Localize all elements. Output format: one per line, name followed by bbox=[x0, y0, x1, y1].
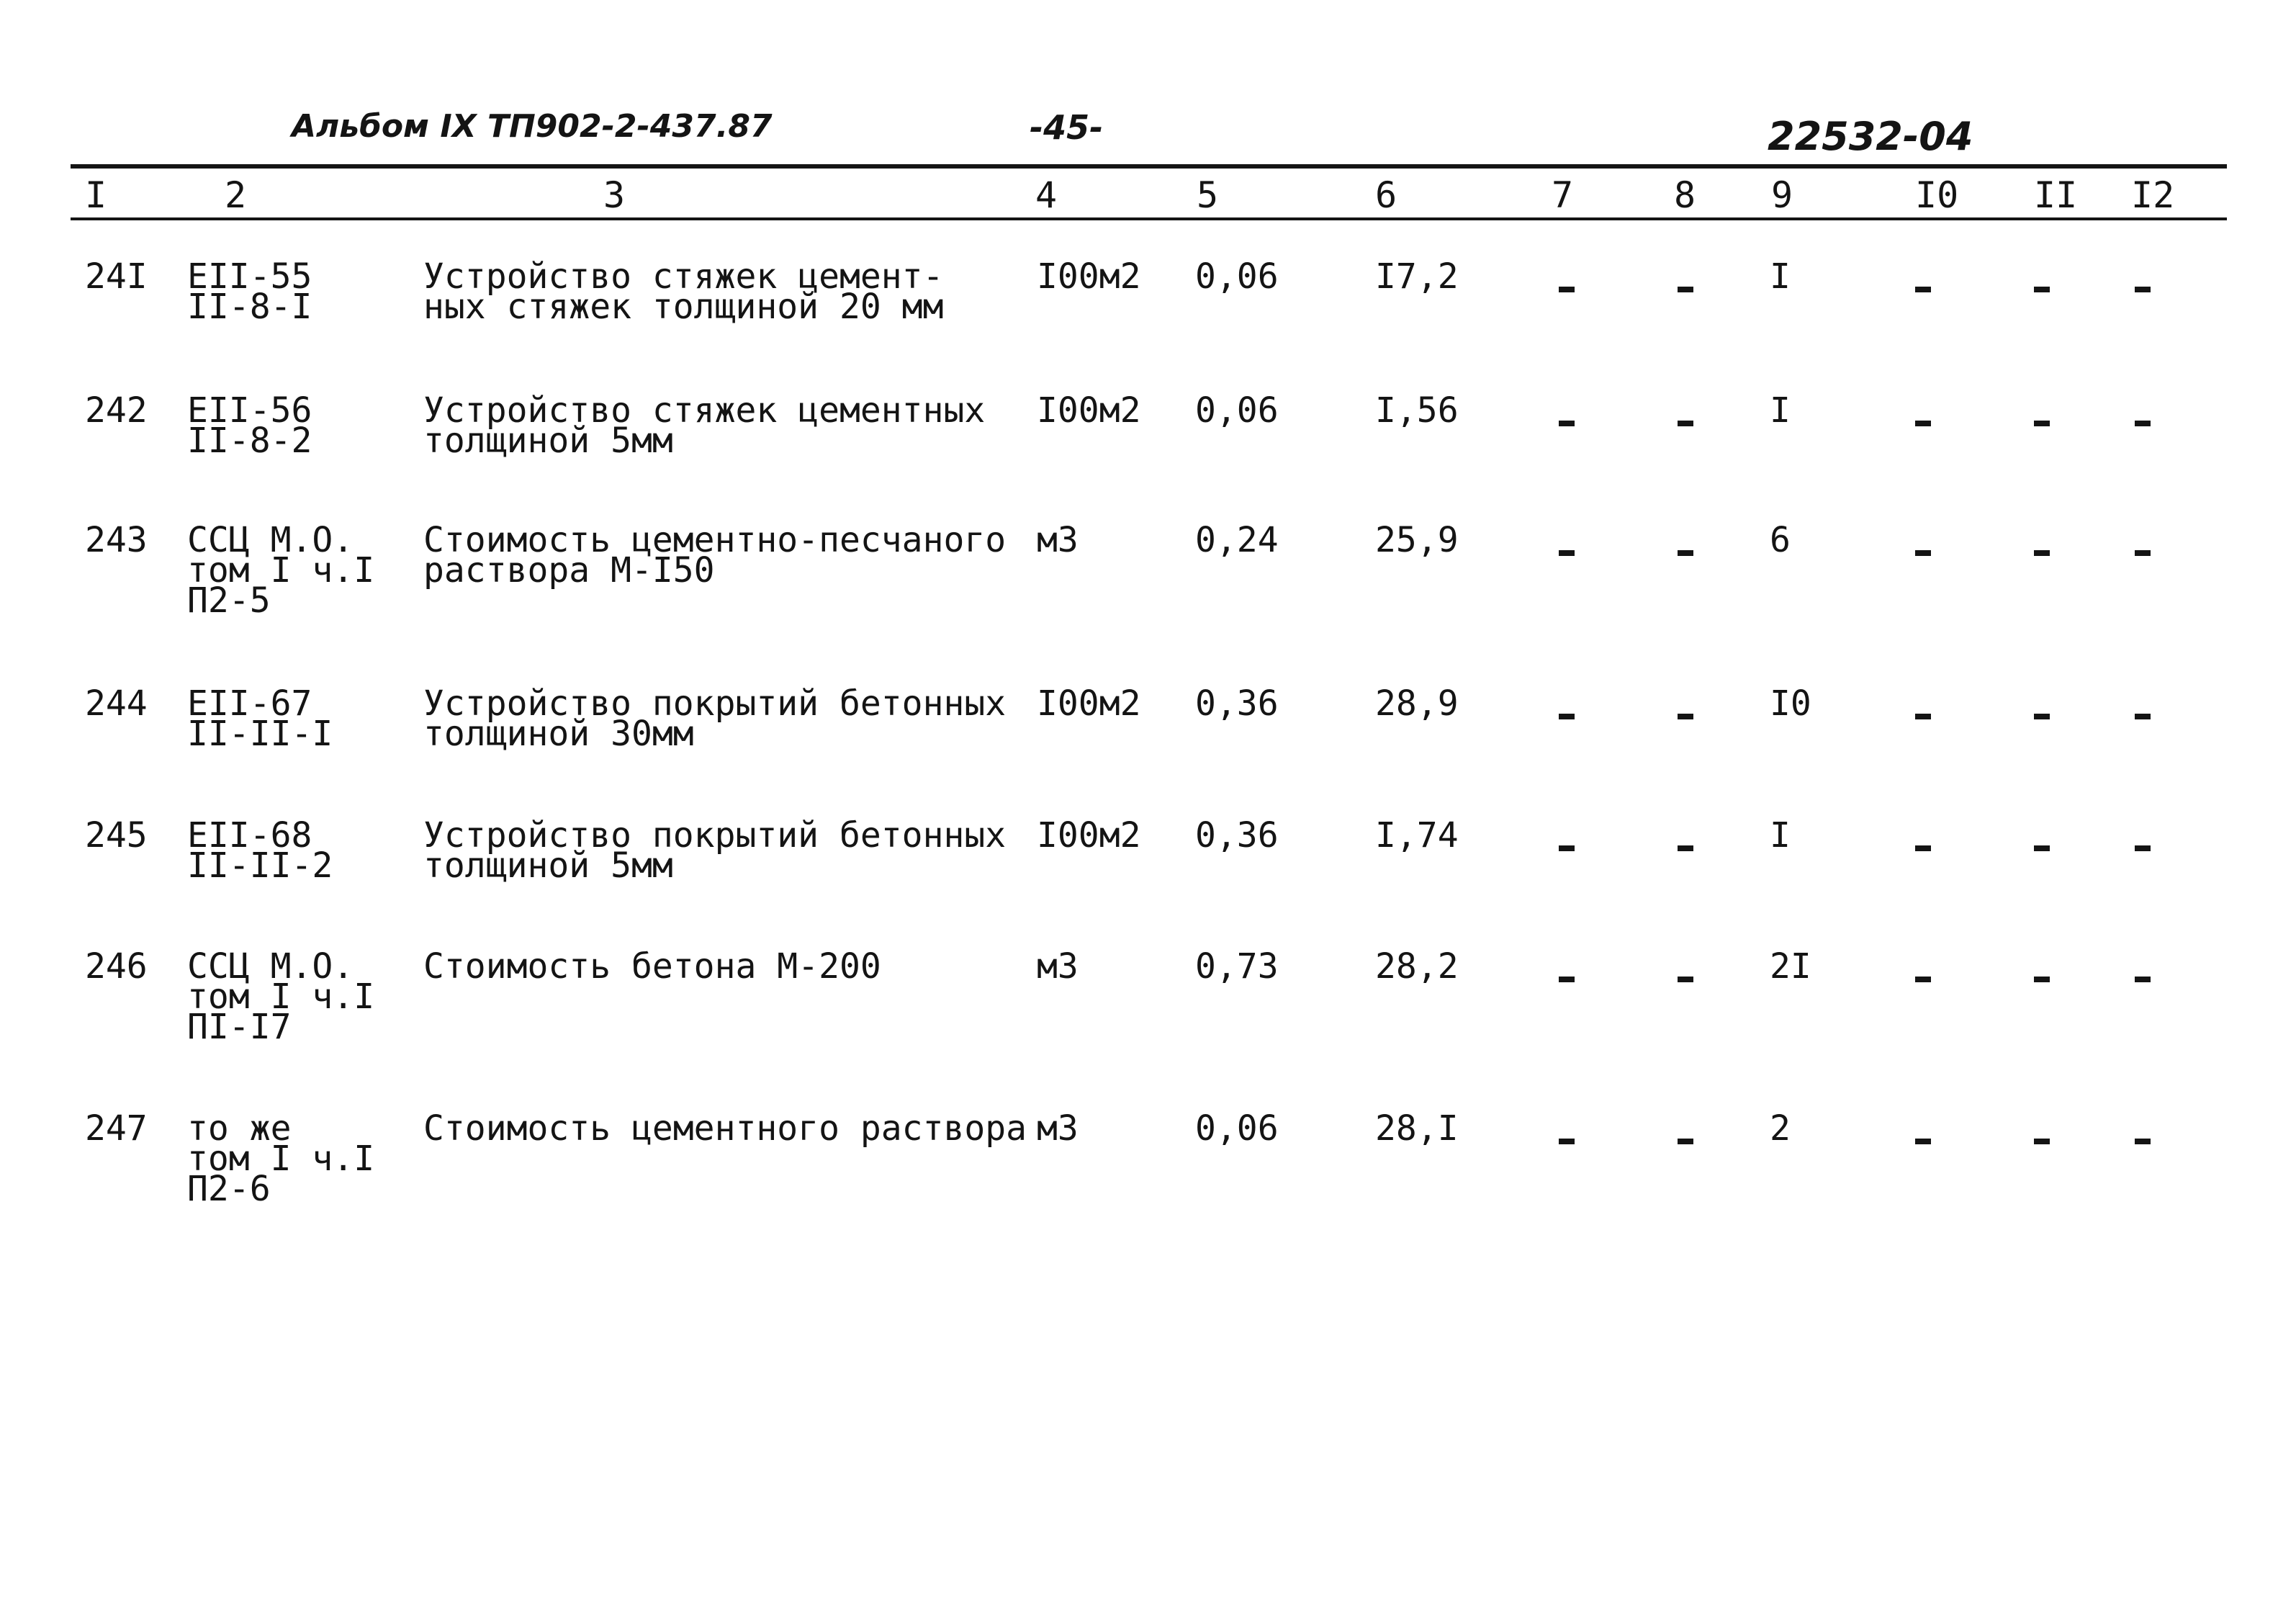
column-9-value: 6 bbox=[1770, 520, 1791, 560]
document-code: 22532-04 bbox=[1768, 114, 1973, 159]
norm-code-line: EII-68 bbox=[187, 815, 312, 856]
dash-c12 bbox=[2135, 550, 2151, 556]
dash-c8 bbox=[1678, 287, 1693, 292]
column-number: 6 bbox=[1375, 174, 1397, 216]
column-9-value: I0 bbox=[1770, 683, 1811, 724]
item-number: 24I bbox=[85, 256, 148, 297]
column-number: 2 bbox=[225, 174, 247, 216]
dash-c10 bbox=[1915, 287, 1931, 292]
unit-of-measure: м3 bbox=[1037, 1108, 1079, 1149]
column-9-value: I bbox=[1770, 390, 1791, 431]
column-9-value: I bbox=[1770, 815, 1791, 856]
quantity: 0,06 bbox=[1195, 1108, 1279, 1149]
norm-code-line: то же bbox=[187, 1108, 292, 1149]
norm-code-line: EII-67 bbox=[187, 683, 312, 724]
unit-cost: 28,2 bbox=[1375, 946, 1459, 987]
work-description-line: толщиной 30мм bbox=[423, 714, 694, 754]
dash-c8 bbox=[1678, 1139, 1693, 1144]
dash-c11 bbox=[2034, 977, 2050, 982]
unit-cost: 28,9 bbox=[1375, 683, 1459, 724]
quantity: 0,36 bbox=[1195, 683, 1279, 724]
norm-code-line: П2-6 bbox=[187, 1169, 271, 1209]
quantity: 0,06 bbox=[1195, 390, 1279, 431]
dash-c11 bbox=[2034, 421, 2050, 426]
column-number: I2 bbox=[2131, 174, 2175, 216]
dash-c11 bbox=[2034, 845, 2050, 851]
norm-code-line: EII-55 bbox=[187, 256, 312, 297]
norm-code-line: том I ч.I bbox=[187, 1139, 375, 1179]
quantity: 0,73 bbox=[1195, 946, 1279, 987]
top-rule bbox=[71, 164, 2227, 169]
dash-c10 bbox=[1915, 1139, 1931, 1144]
norm-code-line: ПI-I7 bbox=[187, 1007, 292, 1047]
dash-c11 bbox=[2034, 1139, 2050, 1144]
dash-c8 bbox=[1678, 845, 1693, 851]
dash-c7 bbox=[1559, 550, 1575, 556]
norm-code-line: II-II-2 bbox=[187, 845, 333, 886]
item-number: 242 bbox=[85, 390, 148, 431]
dash-c10 bbox=[1915, 421, 1931, 426]
column-header-rule bbox=[71, 217, 2227, 220]
item-number: 245 bbox=[85, 815, 148, 856]
album-reference: Альбом IX ТП902-2-437.87 bbox=[292, 108, 773, 145]
work-description-line: Устройство стяжек цементных bbox=[423, 390, 986, 431]
unit-of-measure: I00м2 bbox=[1037, 683, 1141, 724]
norm-code-line: том I ч.I bbox=[187, 977, 375, 1017]
norm-code-line: EII-56 bbox=[187, 390, 312, 431]
item-number: 246 bbox=[85, 946, 148, 987]
dash-c8 bbox=[1678, 977, 1693, 982]
dash-c8 bbox=[1678, 421, 1693, 426]
quantity: 0,06 bbox=[1195, 256, 1279, 297]
dash-c10 bbox=[1915, 845, 1931, 851]
dash-c12 bbox=[2135, 287, 2151, 292]
unit-cost: I,56 bbox=[1375, 390, 1459, 431]
item-number: 244 bbox=[85, 683, 148, 724]
column-number: 3 bbox=[603, 174, 626, 216]
column-number: 8 bbox=[1674, 174, 1696, 216]
work-description-line: Стоимость бетона М-200 bbox=[423, 946, 881, 987]
norm-code-line: том I ч.I bbox=[187, 550, 375, 591]
norm-code-line: II-8-I bbox=[187, 287, 312, 327]
column-number: 4 bbox=[1035, 174, 1058, 216]
norm-code-line: II-8-2 bbox=[187, 421, 312, 461]
dash-c12 bbox=[2135, 714, 2151, 719]
norm-code-line: П2-5 bbox=[187, 580, 271, 621]
dash-c10 bbox=[1915, 714, 1931, 719]
dash-c12 bbox=[2135, 1139, 2151, 1144]
unit-of-measure: м3 bbox=[1037, 520, 1079, 560]
work-description-line: Устройство стяжек цемент- bbox=[423, 256, 944, 297]
item-number: 247 bbox=[85, 1108, 148, 1149]
work-description-line: толщиной 5мм bbox=[423, 845, 673, 886]
dash-c7 bbox=[1559, 287, 1575, 292]
dash-c12 bbox=[2135, 977, 2151, 982]
dash-c8 bbox=[1678, 550, 1693, 556]
dash-c11 bbox=[2034, 287, 2050, 292]
column-9-value: I bbox=[1770, 256, 1791, 297]
column-number: 7 bbox=[1552, 174, 1574, 216]
dash-c7 bbox=[1559, 845, 1575, 851]
column-number: II bbox=[2034, 174, 2078, 216]
dash-c10 bbox=[1915, 977, 1931, 982]
column-number: I0 bbox=[1915, 174, 1959, 216]
unit-cost: 25,9 bbox=[1375, 520, 1459, 560]
column-number: 9 bbox=[1771, 174, 1793, 216]
norm-code-line: ССЦ М.О. bbox=[187, 946, 354, 987]
page-number: -45- bbox=[1030, 108, 1104, 147]
column-number: 5 bbox=[1197, 174, 1219, 216]
dash-c11 bbox=[2034, 714, 2050, 719]
column-9-value: 2 bbox=[1770, 1108, 1791, 1149]
unit-of-measure: м3 bbox=[1037, 946, 1079, 987]
quantity: 0,24 bbox=[1195, 520, 1279, 560]
unit-cost: I7,2 bbox=[1375, 256, 1459, 297]
unit-cost: I,74 bbox=[1375, 815, 1459, 856]
column-9-value: 2I bbox=[1770, 946, 1811, 987]
unit-of-measure: I00м2 bbox=[1037, 256, 1141, 297]
quantity: 0,36 bbox=[1195, 815, 1279, 856]
norm-code-line: II-II-I bbox=[187, 714, 333, 754]
column-number: I bbox=[85, 174, 107, 216]
dash-c7 bbox=[1559, 977, 1575, 982]
dash-c10 bbox=[1915, 550, 1931, 556]
unit-of-measure: I00м2 bbox=[1037, 815, 1141, 856]
work-description-line: Устройство покрытий бетонных bbox=[423, 683, 1007, 724]
dash-c7 bbox=[1559, 1139, 1575, 1144]
dash-c12 bbox=[2135, 421, 2151, 426]
norm-code-line: ССЦ М.О. bbox=[187, 520, 354, 560]
work-description-line: раствора М-I50 bbox=[423, 550, 715, 591]
unit-cost: 28,I bbox=[1375, 1108, 1459, 1149]
work-description-line: Устройство покрытий бетонных bbox=[423, 815, 1007, 856]
dash-c12 bbox=[2135, 845, 2151, 851]
work-description-line: Стоимость цементного раствора bbox=[423, 1108, 1027, 1149]
work-description-line: толщиной 5мм bbox=[423, 421, 673, 461]
item-number: 243 bbox=[85, 520, 148, 560]
unit-of-measure: I00м2 bbox=[1037, 390, 1141, 431]
dash-c7 bbox=[1559, 714, 1575, 719]
work-description-line: Стоимость цементно-песчаного bbox=[423, 520, 1007, 560]
dash-c8 bbox=[1678, 714, 1693, 719]
dash-c11 bbox=[2034, 550, 2050, 556]
dash-c7 bbox=[1559, 421, 1575, 426]
work-description-line: ных стяжек толщиной 20 мм bbox=[423, 287, 944, 327]
